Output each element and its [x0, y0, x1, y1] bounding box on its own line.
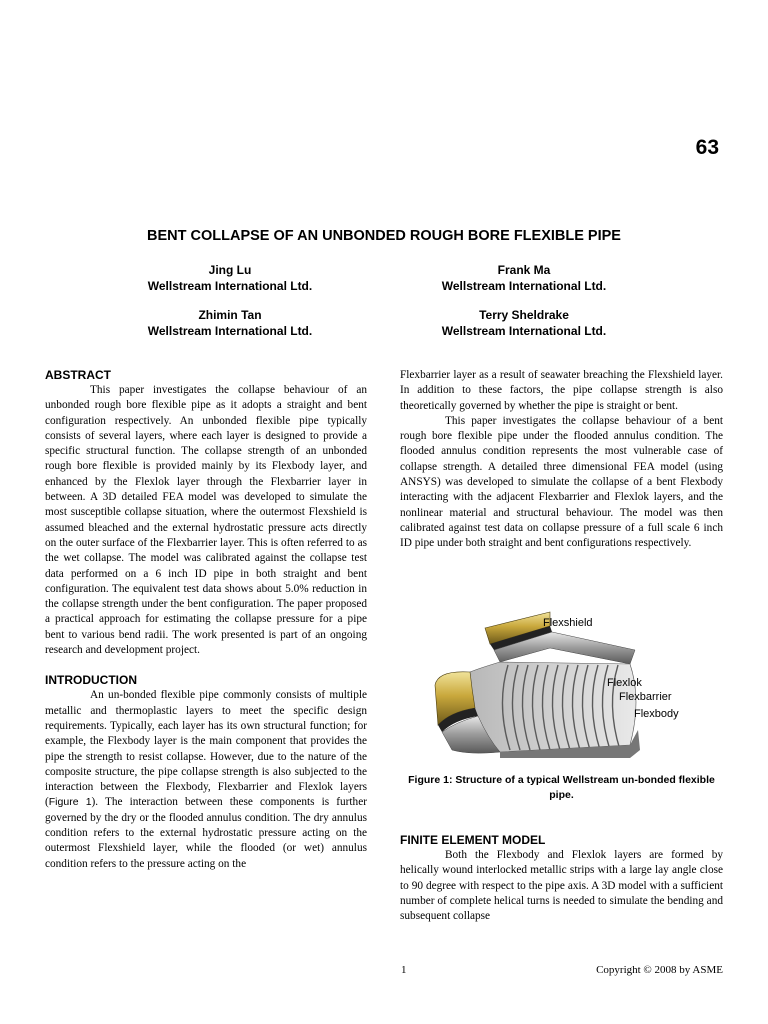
intro-text-part: ). The interaction between these components is further governed by the dry or the flooded annulus condition. The dry annulus condition refers to the external hydrostatic pressure acting on the outermost Flexshield layer, while the flooded (or wet) annulus condition refers to the pressure acting on the [45, 796, 367, 870]
author-name: Terry Sheldrake [479, 308, 569, 322]
fem-heading: FINITE ELEMENT MODEL [400, 833, 546, 847]
fem-text: Both the Flexbody and Flexlok layers are formed by helically wound interlocked metallic strips with a large lay angle close to 90 degree with respect to the pipe axis. A 3D model with a sufficient number of complete helical turns is needed to simulate the bending and subsequent collapse [400, 849, 723, 923]
left-column [45, 367, 367, 872]
introduction-heading: INTRODUCTION [45, 673, 137, 688]
intro-text-part: An un-bonded flexible pipe commonly consists of multiple metallic and thermoplastic layers to meet the specific design requirements. Typically, each layer has its own structural function; for example, the Flexbody layer is the main component that provides the pipe the strength to resist collapse. However, due to the nature of the composite structure, the pipe collapse strength is also subjected to the interaction between the Flexbody, Flexbarrier and Flexlok layers ( [45, 689, 367, 809]
copyright-notice: Copyright © 2008 by ASME [596, 964, 723, 976]
paper-title: BENT COLLAPSE OF AN UNBONDED ROUGH BORE FLEXIBLE PIPE [147, 228, 621, 244]
right-column-top [400, 368, 723, 552]
author-affiliation: Wellstream International Ltd. [441, 324, 607, 338]
author-affiliation: Wellstream International Ltd. [147, 324, 313, 338]
author-block [394, 307, 654, 339]
author-block [394, 262, 654, 294]
introduction-continued: Flexbarrier layer as a result of seawater breaching the Flexshield layer. In addition to these factors, the pipe collapse strength is also theoretically governed by whether the pipe is straight or bent. [400, 369, 723, 412]
figure-reference-link[interactable]: Figure 1 [48, 796, 92, 809]
author-block [100, 262, 360, 294]
flexbody-label: Flexbody [634, 708, 679, 720]
abstract-heading: ABSTRACT [45, 368, 111, 382]
page-number: 63 [695, 136, 719, 159]
author-affiliation: Wellstream International Ltd. [147, 279, 313, 293]
flexbarrier-label: Flexbarrier [619, 691, 672, 703]
figure-caption: Figure 1: Structure of a typical Wellstream un-bonded flexible pipe. [408, 774, 715, 801]
footer-page-number: 1 [401, 964, 407, 976]
flexlok-label: Flexlok [607, 677, 642, 689]
right-column-bottom [400, 832, 723, 924]
author-block [100, 307, 360, 339]
author-name: Zhimin Tan [198, 308, 262, 322]
pipe-illustration [430, 610, 710, 760]
author-affiliation: Wellstream International Ltd. [441, 279, 607, 293]
flexshield-label: Flexshield [543, 617, 593, 629]
author-name: Jing Lu [208, 263, 252, 277]
author-name: Frank Ma [497, 263, 551, 277]
introduction-paragraph-2: This paper investigates the collapse behaviour of a bent rough bore flexible pipe under the flooded annulus condition. The flooded annulus condition represents the most vulnerable case of collapse strength. A detailed three dimensional FEA model (using ANSYS) was developed to simulate the collapse of a bent Flexbody interacting with the adjacent Flexbarrier and Flexlok layers, and the nonlinear material and structural behaviour. The model was then calibrated against test data on collapse pressure of a full scale 6 inch ID pipe under both straight and bent configurations respectively. [400, 414, 723, 550]
abstract-text: This paper investigates the collapse behaviour of an unbonded rough bore flexible pipe as it adopts a straight and bent configuration respectively. An unbonded flexible pipe typically consists of several layers, where each layer is designed to provide a specific structural function. The collapse strength of an unbonded rough bore flexible is provided mainly by its Flexbody layer, and enhanced by the Flexlok layer through the Flexbarrier layer in between. A 3D detailed FEA model was developed to simulate the most susceptible collapse situation, where the outermost Flexshield is assumed bleached and the external hydrostatic pressure acts directly on the outer surface of the Flexbarrier layer. This is often referred to as the wet collapse. The model was calibrated against the collapse test data performed on a 6 inch ID pipe in both straight and bent configuration. The equivalent test data shows about 5.0% reduction in the collapse strength under the bent configuration. The paper proposed a practical approach for estimating the collapse pressure for a pipe bent to various bend radii. The work presented is part of an ongoing research and development project. [45, 384, 367, 657]
pipe-structure-figure [430, 610, 710, 760]
introduction-text [45, 688, 367, 872]
